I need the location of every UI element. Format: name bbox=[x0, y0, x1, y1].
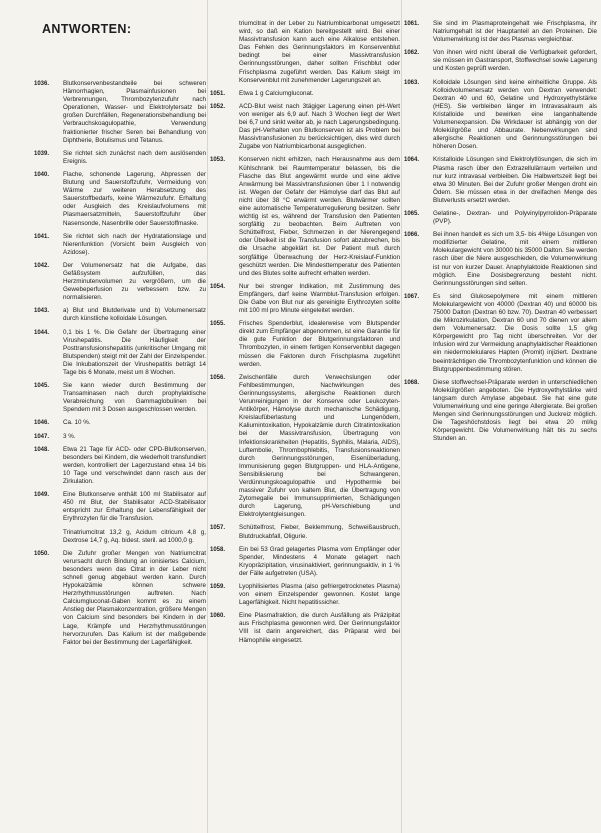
answer-entry bbox=[210, 524, 404, 540]
answer-text: Lyophilisiertes Plasma (also gefriergetrocknetes Plasma) von einem Einzelspender gewonnen. Kostet lange Lagerfähigkeit. Nicht hepatitissicher. bbox=[239, 583, 400, 607]
answer-entry bbox=[210, 374, 404, 520]
answer-number: 1061. bbox=[404, 21, 420, 27]
answer-number: 1051. bbox=[210, 90, 226, 97]
answer-text: Blutkonservenbestandteile bei schweren Hämorrhagien, Plasmainfusionen bei Verbrennungen, Thrombozytenzufuhr nach Operationen, Wasser- und Elektrolytersatz bei großen Durchfällen, Regenerationsbehandlung bei Verbrauchskoagulopathie, Verwendung fraktionierter frischer Seren bei Behandlung von Diphtherie, Botulismus und Tetanus. bbox=[63, 80, 206, 144]
answer-entry bbox=[210, 546, 404, 578]
answer-text: Nur bei strenger Indikation, mit Zustimmung des Empfängers, darf keine Warmblut-Transfusion erfolgen. Die Gabe von Blut nur als gereinigte Erythrozyten sollte mit 100 ml pro Minute eingeleitet werden. bbox=[239, 282, 400, 315]
answer-number: 1057. bbox=[210, 525, 226, 532]
answer-text: triumcitrat in der Leber zu Natriumbicarbonat umgesetzt wird, so daß ein Kation bereitgestellt wird. Bei einer Massivtransfusion kann auch eine Alkalose entstehen. Das Fehlen des Gerinnungsfaktors im Konservenblut bedingt bei einer Massivtransfusion Gerinnungsstörungen, daher sollten Frischblut oder Frischplasma zugeführt werden. Das Kalium steigt im Konservenblut mit zunehmender Lagerungszeit an. bbox=[239, 20, 400, 84]
answer-text: Ca. 10 %. bbox=[63, 419, 91, 427]
answer-text: Gelatine-, Dextran- und Polyvinylpyrrolidon-Präparate (PVP). bbox=[433, 209, 597, 226]
answer-entry bbox=[34, 529, 210, 545]
page-title: ANTWORTEN: bbox=[42, 22, 132, 36]
answer-number: 1060. bbox=[210, 613, 226, 620]
answer-text: Sie richtet sich zunächst nach dem auslösenden Ereignis. bbox=[63, 149, 206, 165]
answer-entry bbox=[34, 80, 210, 145]
answer-text: Kolloidale Lösungen sind keine einheitliche Gruppe. Als Kolloidvolumenersatz werden von Dextran verwendet: Dextran 40 und 60, Gelatine und Hydroxyethylstärke (HES). Sie verbleiben länger im Intravasalraum als Kristalloide und bewirken eine langanhaltende Volumenexpansion. Die Wirkdauer ist abhängig von der Molekülgröße und Abbaurate. Nebenwirkungen sind allergische Reaktionen und Gerinnungsstörungen bei höheren Dosen. bbox=[433, 78, 597, 151]
answer-entry bbox=[210, 283, 404, 315]
answer-number: 1055. bbox=[210, 321, 226, 328]
answer-text: ACD-Blut weist nach 3tägiger Lagerung einen pH-Wert von weniger als 6,9 auf. Nach 3 Wochen liegt der Wert bei 6,7 und sinkt weiter ab, je nach Lagerungsbedingung. Das pH-Verhalten von Blutkonserven ist als Problem bei Massivtransfusionen zu berücksichtigen, dies wird durch Zugabe von Natriumbicarbonat ausgeglichen. bbox=[239, 102, 400, 151]
answer-text: Zwischenfälle durch Verwechslungen oder Fehlbestimmungen, Nachwirkungen des Gerinnungssystems, allergische Reaktionen durch Verunreinigungen in der Konserve oder Leukozyten-Antikörper, Hämolyse durch mechanische Schädigung, Kreislaufüberlastung und Lungenödem, Kaliumintoxikation, Hypokalzämie durch Citratintoxikation bei der Massivtransfusion, Übertragung von Infektionskrankheiten (Hepatitis, Syphilis, Malaria, AIDS), Luftembolie, Thrombophlebitis, Transfusionsreaktionen durch Gerinnungsstörungen, Eisenüberladung, Immunisierung gegen Blutgruppen- und HLA-Antigene, Sensibilisierung bei Schwangeren, Verdünnungskoagulopathie und Hypothermie bei massiver Zufuhr von kaltem Blut, die Übertragung von Zytomegalie bei Immunsupprimierten, Schädigungen durch Lagerung, pH-Verschiebung und Elektrolytentgleisungen. bbox=[239, 373, 400, 519]
answer-text: 3 %. bbox=[63, 432, 76, 440]
answer-entry bbox=[34, 171, 210, 228]
answer-text: Die Zufuhr großer Mengen von Natriumcitrat verursacht durch Bindung an ionisiertes Calcium, besonders wenn das Citrat in der Leber nicht schnell genug abgebaut werden kann. Durch Hypokalzämie können schwere Herzrhythmusstörungen auftreten. Nach Calciumgluconat-Gaben kommt es zu einem Anstieg der Plasmakonzentration, größere Mengen von Calcium sind besonders bei Kindern in der Lage, Krämpfe und Herzrhythmusstörungen hervorzurufen. Das Kalium ist der maßgebende Faktor bei der Bestimmung der Lagerfähigkeit. bbox=[63, 549, 206, 646]
answer-entry bbox=[404, 231, 601, 288]
answer-number: 1067. bbox=[404, 293, 420, 300]
answer-text: Der Volumenersatz hat die Aufgabe, das Gefäßsystem aufzufüllen, das Herzminutenvolumen zu vergrößern, um die Gewebeperfusion zu verbessern bzw. zu normalisieren. bbox=[63, 261, 206, 302]
answer-number: 1050. bbox=[34, 550, 50, 557]
answer-entry bbox=[34, 262, 210, 302]
answer-text: Etwa 21 Tage für ACD- oder CPD-Blutkonserven, besonders bei Kindern, die wiederholt transfundiert werden, kontrolliert der Lagerzustand etwa 14 bis 10 Tage und verschwindet dann rasch aus der Zirkulation. bbox=[63, 445, 206, 486]
answer-number: 1042. bbox=[34, 262, 50, 269]
answer-column-right bbox=[404, 20, 601, 827]
answer-number: 1041. bbox=[34, 233, 50, 240]
answer-entry bbox=[34, 433, 210, 441]
answer-number: 1063. bbox=[404, 79, 420, 86]
answer-text: Schüttelfrost, Fieber, Beklemmung, Schweißausbruch, Blutdruckabfall, Oligurie. bbox=[239, 524, 400, 540]
answer-entry bbox=[404, 156, 601, 205]
answer-number: 1046. bbox=[34, 420, 50, 427]
answer-number: 1048. bbox=[34, 446, 50, 453]
answer-entry bbox=[34, 550, 210, 647]
answer-number: 1040. bbox=[34, 171, 50, 178]
answer-entry bbox=[34, 307, 210, 323]
answer-text: a) Blut und Blutderivate und b) Volumenersatz durch künstliche kolloidale Lösungen. bbox=[63, 307, 206, 323]
answer-number: 1049. bbox=[34, 492, 50, 499]
answer-text: 0,1 bis 1 %. Die Gefahr der Übertragung einer Virushepatitis. Die Häufigkeit der Posttransfusionshepatitis (unkritischer Umgang mit Blutspenden) steigt mit der Zahl der Einzelspender. Die Inkubationszeit der Virushepatitis beträgt 14 Tage bis 6 Monate, meist um 8 Wochen. bbox=[63, 328, 206, 376]
answer-entry bbox=[404, 49, 601, 73]
answer-number: 1045. bbox=[34, 383, 50, 390]
answer-entry bbox=[34, 419, 210, 427]
answer-entry bbox=[34, 329, 210, 378]
answer-text: Ein bei 53 Grad gelagertes Plasma vom Empfänger oder Spender, Mindestens 4 Monate gelagert nach Kryopräzipitation, virusinaktiviert, gerinnungsaktiv, in 1 % der Fälle aufgetreten (USA). bbox=[239, 545, 400, 577]
answer-entry bbox=[34, 446, 210, 486]
answer-text: Konserven nicht erhitzen, nach Herausnahme aus dem Kühlschrank bei Raumtemperatur belassen, bis die Flasche das Blut angewärmt wurde und eine aktive Anwärmung bei Massivtransfusionen über 1 l notwendig ist. Wegen der Gefahr der Hämolyse darf das Blut auf nicht über 38 °C erwärmt werden. Blutwärmer sollten eine automatische Temperaturregulierung besitzen. Sehr wichtig ist es, während der Transfusion den Patienten sorgfältig zu beobachten. Beim Auftreten von Schüttelfrost, Fieber, Schmerzen in der Nierengegend oder Übelkeit ist die Transfusion sofort abzubrechen, bis die Ursache abgeklärt ist. Der Patient muß durch sorgfältige Überwachung der Herz-Kreislauf-Funktion geschützt werden. Die Mindesttemperatur des Patienten und des Blutes sollte aufrecht erhalten werden. bbox=[239, 156, 400, 277]
answer-number: 1059. bbox=[210, 584, 226, 590]
answer-entry bbox=[210, 583, 404, 607]
answer-number: 1043. bbox=[34, 308, 50, 315]
answer-entry bbox=[404, 210, 601, 226]
answer-number: 1056. bbox=[210, 374, 226, 381]
answer-number: 1064. bbox=[404, 157, 420, 164]
answer-number: 1044. bbox=[34, 329, 50, 336]
answer-text: Eine Plasmafraktion, die durch Ausfällung als Präzipitat aus Frischplasma gewonnen wird. Der Gerinnungsfaktor VIII ist darin angereichert, das Präparat wird bei Hämophilie eingesetzt. bbox=[239, 612, 400, 644]
answer-number: 1053. bbox=[210, 157, 226, 164]
answer-text: Eine Blutkonserve enthält 100 ml Stabilisator auf 450 ml Blut, der Stabilisator ACD-Stabilisator entspricht zur Erhaltung der Lebensfähigkeit der Erythrozyten für die Transfusion. bbox=[63, 491, 206, 523]
answer-text: Sie richtet sich nach der Hydratationslage und Nierenfunktion (Vorsicht beim Ausgleich von Azidose). bbox=[63, 232, 206, 256]
answer-text: Trinatriumcitrat 13,2 g, Acidum citricum 4,8 g, Dextrose 14,7 g, Aq. bidest. steril. ad 1000,0 g. bbox=[63, 528, 206, 544]
answer-number: 1039. bbox=[34, 150, 50, 157]
answer-number: 1047. bbox=[34, 433, 50, 440]
answer-entry bbox=[404, 20, 601, 44]
answer-text: Bei ihnen handelt es sich um 3,5- bis 4%ige Lösungen von modifizierter Gelatine, mit einem mittleren Molekulargewicht von 30000 bis 35000 Dalton. Sie werden rasch über die Niere ausgeschieden, die Volumenwirkung ist nur von kurzer Dauer. Anaphylaktoide Reaktionen sind möglich. Eine Dosisbegrenzung besteht nicht. Gerinnungsstörungen sind selten. bbox=[433, 231, 597, 287]
answer-entry bbox=[210, 90, 404, 98]
answer-text: Diese stoffwechsel-Präparate werden in unterschiedlichen Molekülgrößen angeboten. Die Hydroxyethylstärke wird langsam durch Amylase abgebaut. Sie hat eine gute Volumenwirkung und eine geringe Allergierate. Bei großen Mengen sind Gerinnungsstörungen und Juckreiz möglich. Die Tageshöchstdosis liegt bei etwa 20 ml/kg Körpergewicht. Die Volumenwirkung hält bis zu sechs Stunden an. bbox=[433, 378, 597, 443]
answer-number: 1052. bbox=[210, 103, 226, 110]
answer-entry bbox=[34, 150, 210, 166]
answer-entry bbox=[210, 320, 404, 369]
answer-column-middle bbox=[210, 20, 404, 827]
answer-text: Flache, schonende Lagerung, Abpressen der Blutung und Sauerstoffzufuhr, Vermeidung von Wärme zur weiteren Herabsetzung des Sauerstoffbedarfs, keine Wärmezufuhr. Erhaltung oder Ausgleich des Kreislaufvolumens mit Plasmaersatzmitteln, Sauerstoffzufuhr über Nasensonde, Nasenbrille oder Sauerstoffmaske. bbox=[63, 170, 206, 227]
answer-text: Kristalloide Lösungen sind Elektrolytlösungen, die sich im Plasma rasch über den Extrazellulärraum verteilen und nur kurz intravasal verbleiben. Die Halbwertszeit liegt bei etwa 30 Minuten. Bei der Zufuhr großer Mengen droht ein Ödem. Sie müssen etwa in der dreifachen Menge des Blutverlusts ersetzt werden. bbox=[433, 156, 597, 204]
answer-column-left bbox=[34, 80, 210, 827]
answer-text: Von ihnen wird nicht überall die Verfügbarkeit gefordert, sie müssen im Gastransport, Stoffwechsel sowie Lagerung und Kosten geprüft werden. bbox=[433, 49, 597, 73]
answer-entry bbox=[34, 491, 210, 523]
answer-text: Frisches Spenderblut, idealerweise vom Blutspender direkt zum Empfänger abgenommen, ist eine Garantie für die gute Funktion der Blutgerinnungsfaktoren und Thrombozyten, in einem fertigen Konservenblut dagegen müssen die Faktoren durch Frischplasma zugeführt werden. bbox=[239, 320, 400, 368]
answer-number: 1062. bbox=[404, 50, 420, 57]
answer-number: 1068. bbox=[404, 379, 420, 386]
answer-text: Sie kann wieder durch Bestimmung der Transaminasen nach durch prophylaktische Verabreichung von Gammaglobulinen bei Spendern mit 3 Dosen ausgeschlossen werden. bbox=[63, 382, 206, 414]
answer-text: Etwa 1 g Calciumgluconat. bbox=[239, 89, 314, 97]
answer-entry bbox=[34, 233, 210, 257]
answer-entry bbox=[210, 156, 404, 277]
answer-number: 1065. bbox=[404, 210, 420, 217]
answer-entry bbox=[404, 293, 601, 374]
answer-entry bbox=[210, 20, 404, 85]
answer-text: Es sind Glukosepolymere mit einem mittleren Molekulargewicht von 40000 (Dextran 40) und 60000 bis 75000 Dalton (Dextran 60 bzw. 70). Dextran 40 verbessert die Mikrozirkulation, Dextran 60 und 70 dienen vor allem dem Volumenersatz. Die Dosis sollte 1,5 g/kg Körpergewicht pro Tag nicht überschreiten. Vor der Infusion wird zur Vermeidung anaphylaktischer Reaktionen ein niedermolekulares Hapten (Promit) injiziert. Dextrane beeinträchtigen die Thrombozytenfunktion und können die Blutgruppenbestimmung stören. bbox=[433, 292, 597, 373]
answer-entry bbox=[34, 382, 210, 414]
answer-entry bbox=[210, 612, 404, 644]
answer-number: 1058. bbox=[210, 546, 226, 553]
answer-entry bbox=[210, 103, 404, 152]
answer-number: 1066. bbox=[404, 232, 420, 239]
answer-entry bbox=[404, 379, 601, 444]
answer-entry bbox=[404, 79, 601, 152]
answer-number: 1036. bbox=[34, 81, 50, 87]
answer-number: 1054. bbox=[210, 283, 226, 290]
answer-text: Sie sind im Plasmaproteingehalt wie Frischplasma, ihr Natriumgehalt ist der Hauptanteil an den Proteinen. Die Volumenwirkung ist der des Plasmas vergleichbar. bbox=[433, 20, 597, 44]
